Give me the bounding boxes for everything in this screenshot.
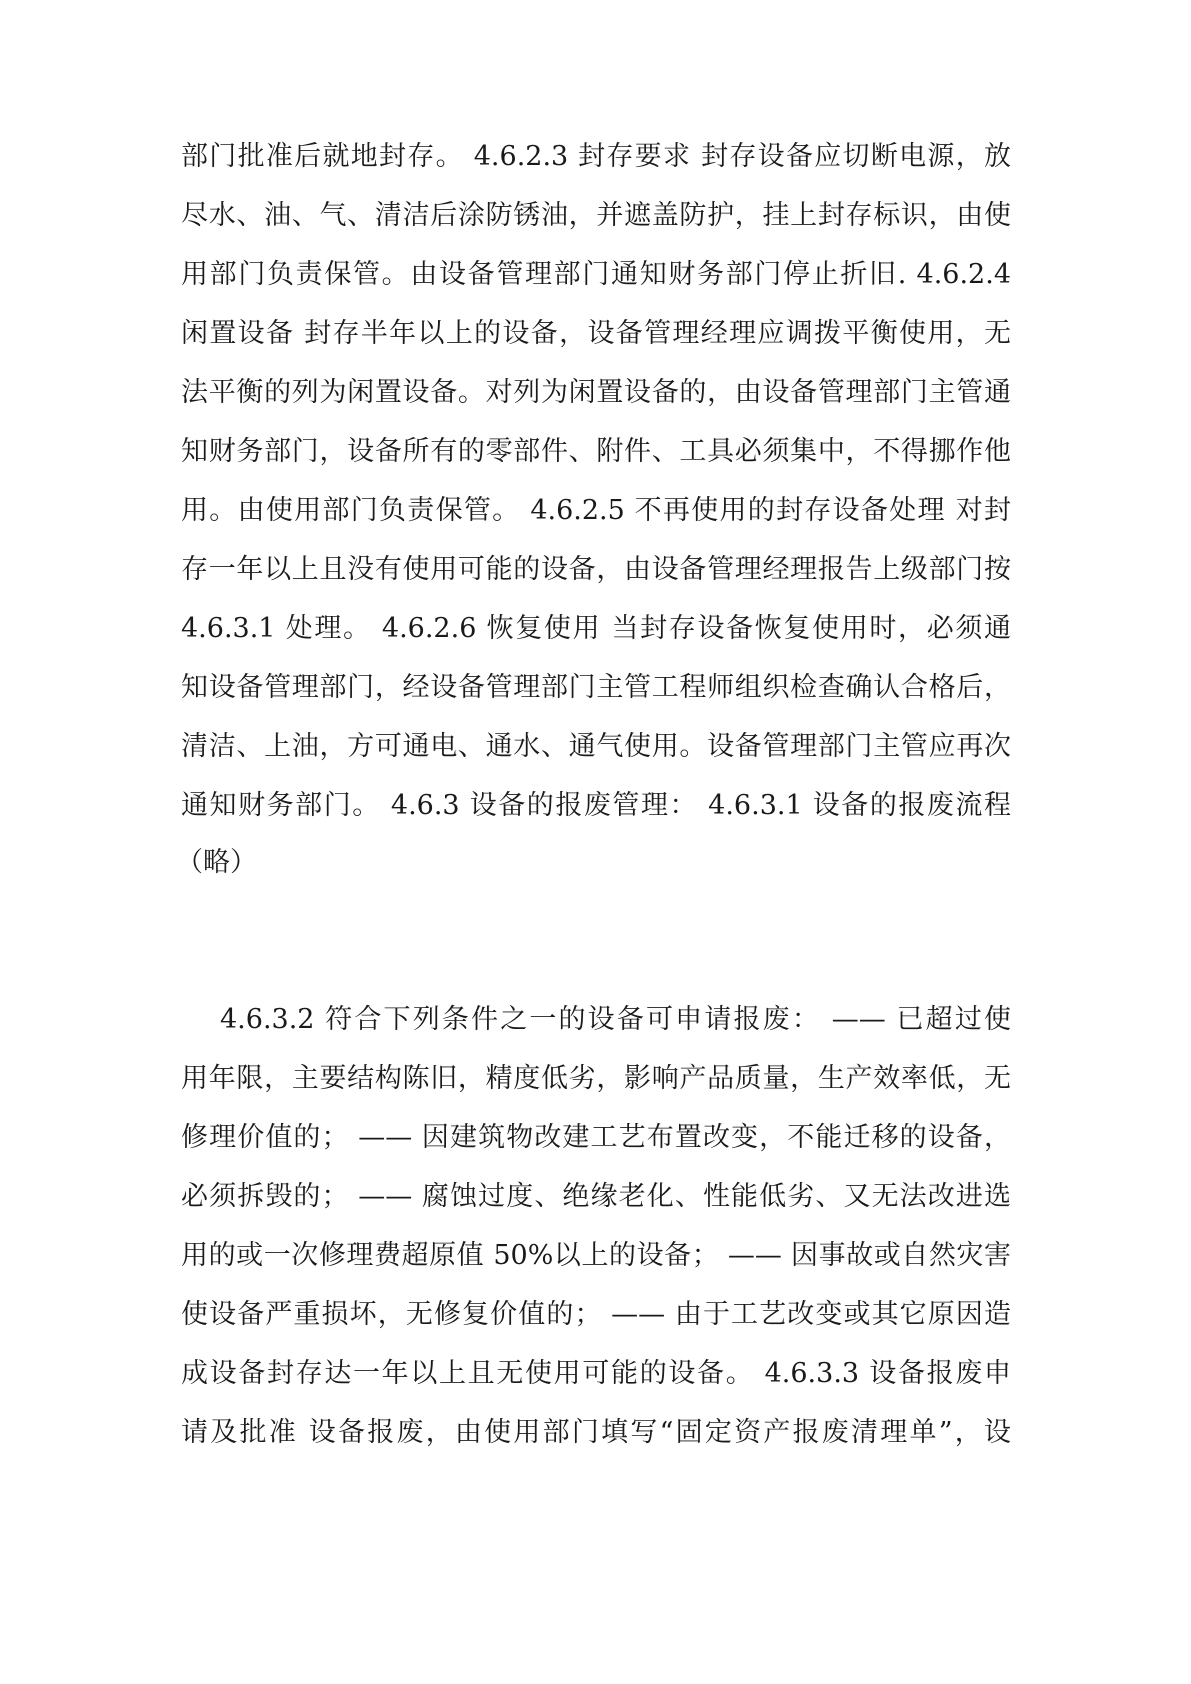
paragraph-1-line-10: 知设备管理部门，经设备管理部门主管工程师组织检查确认合格后，: [181, 672, 1011, 703]
paragraph-1-line-1: 部门批准后就地封存。 4.6.2.3 封存要求 封存设备应切断电源，放: [181, 141, 1011, 172]
paragraph-2-line-7: 成设备封存达一年以上且无使用可能的设备。 4.6.3.3 设备报废申: [181, 1358, 1011, 1389]
paragraph-1-line-12: 通知财务部门。 4.6.3 设备的报废管理： 4.6.3.1 设备的报废流程: [181, 790, 1011, 821]
paragraph-2-line-4: 必须拆毁的； —— 腐蚀过度、绝缘老化、性能低劣、又无法改进选: [181, 1181, 1011, 1212]
paragraph-1-line-2: 尽水、油、气、清洁后涂防锈油，并遮盖防护，挂上封存标识，由使: [181, 200, 1011, 231]
paragraph-1-line-7: 用。由使用部门负责保管。 4.6.2.5 不再使用的封存设备处理 对封: [181, 495, 1011, 526]
paragraph-1-line-8: 存一年以上且没有使用可能的设备，由设备管理经理报告上级部门按: [181, 554, 1011, 585]
paragraph-2-line-3: 修理价值的； —— 因建筑物改建工艺布置改变，不能迁移的设备，: [181, 1122, 1011, 1153]
paragraph-2-line-1: 4.6.3.2 符合下列条件之一的设备可申请报废： —— 已超过使: [220, 1004, 1011, 1035]
paragraph-1-line-3: 用部门负责保管。由设备管理部门通知财务部门停止折旧. 4.6.2.4: [181, 259, 1011, 290]
paragraph-2-line-8: 请及批准 设备报废，由使用部门填写“固定资产报废清理单”，设: [181, 1417, 1011, 1448]
paragraph-1-line-4: 闲置设备 封存半年以上的设备，设备管理经理应调拨平衡使用，无: [181, 318, 1011, 349]
paragraph-1-line-6: 知财务部门，设备所有的零部件、附件、工具必须集中，不得挪作他: [181, 436, 1011, 467]
paragraph-1-line-9: 4.6.3.1 处理。 4.6.2.6 恢复使用 当封存设备恢复使用时，必须通: [181, 613, 1011, 644]
paragraph-1-line-13: （略）: [176, 847, 257, 878]
paragraph-2-line-5: 用的或一次修理费超原值 50%以上的设备； —— 因事故或自然灾害: [181, 1240, 1011, 1271]
paragraph-2-line-6: 使设备严重损坏，无修复价值的； —— 由于工艺改变或其它原因造: [181, 1299, 1011, 1330]
paragraph-2-line-2: 用年限，主要结构陈旧，精度低劣，影响产品质量，生产效率低，无: [181, 1063, 1011, 1094]
paragraph-1-line-5: 法平衡的列为闲置设备。对列为闲置设备的，由设备管理部门主管通: [181, 377, 1011, 408]
paragraph-1-line-11: 清洁、上油，方可通电、通水、通气使用。设备管理部门主管应再次: [181, 731, 1011, 762]
